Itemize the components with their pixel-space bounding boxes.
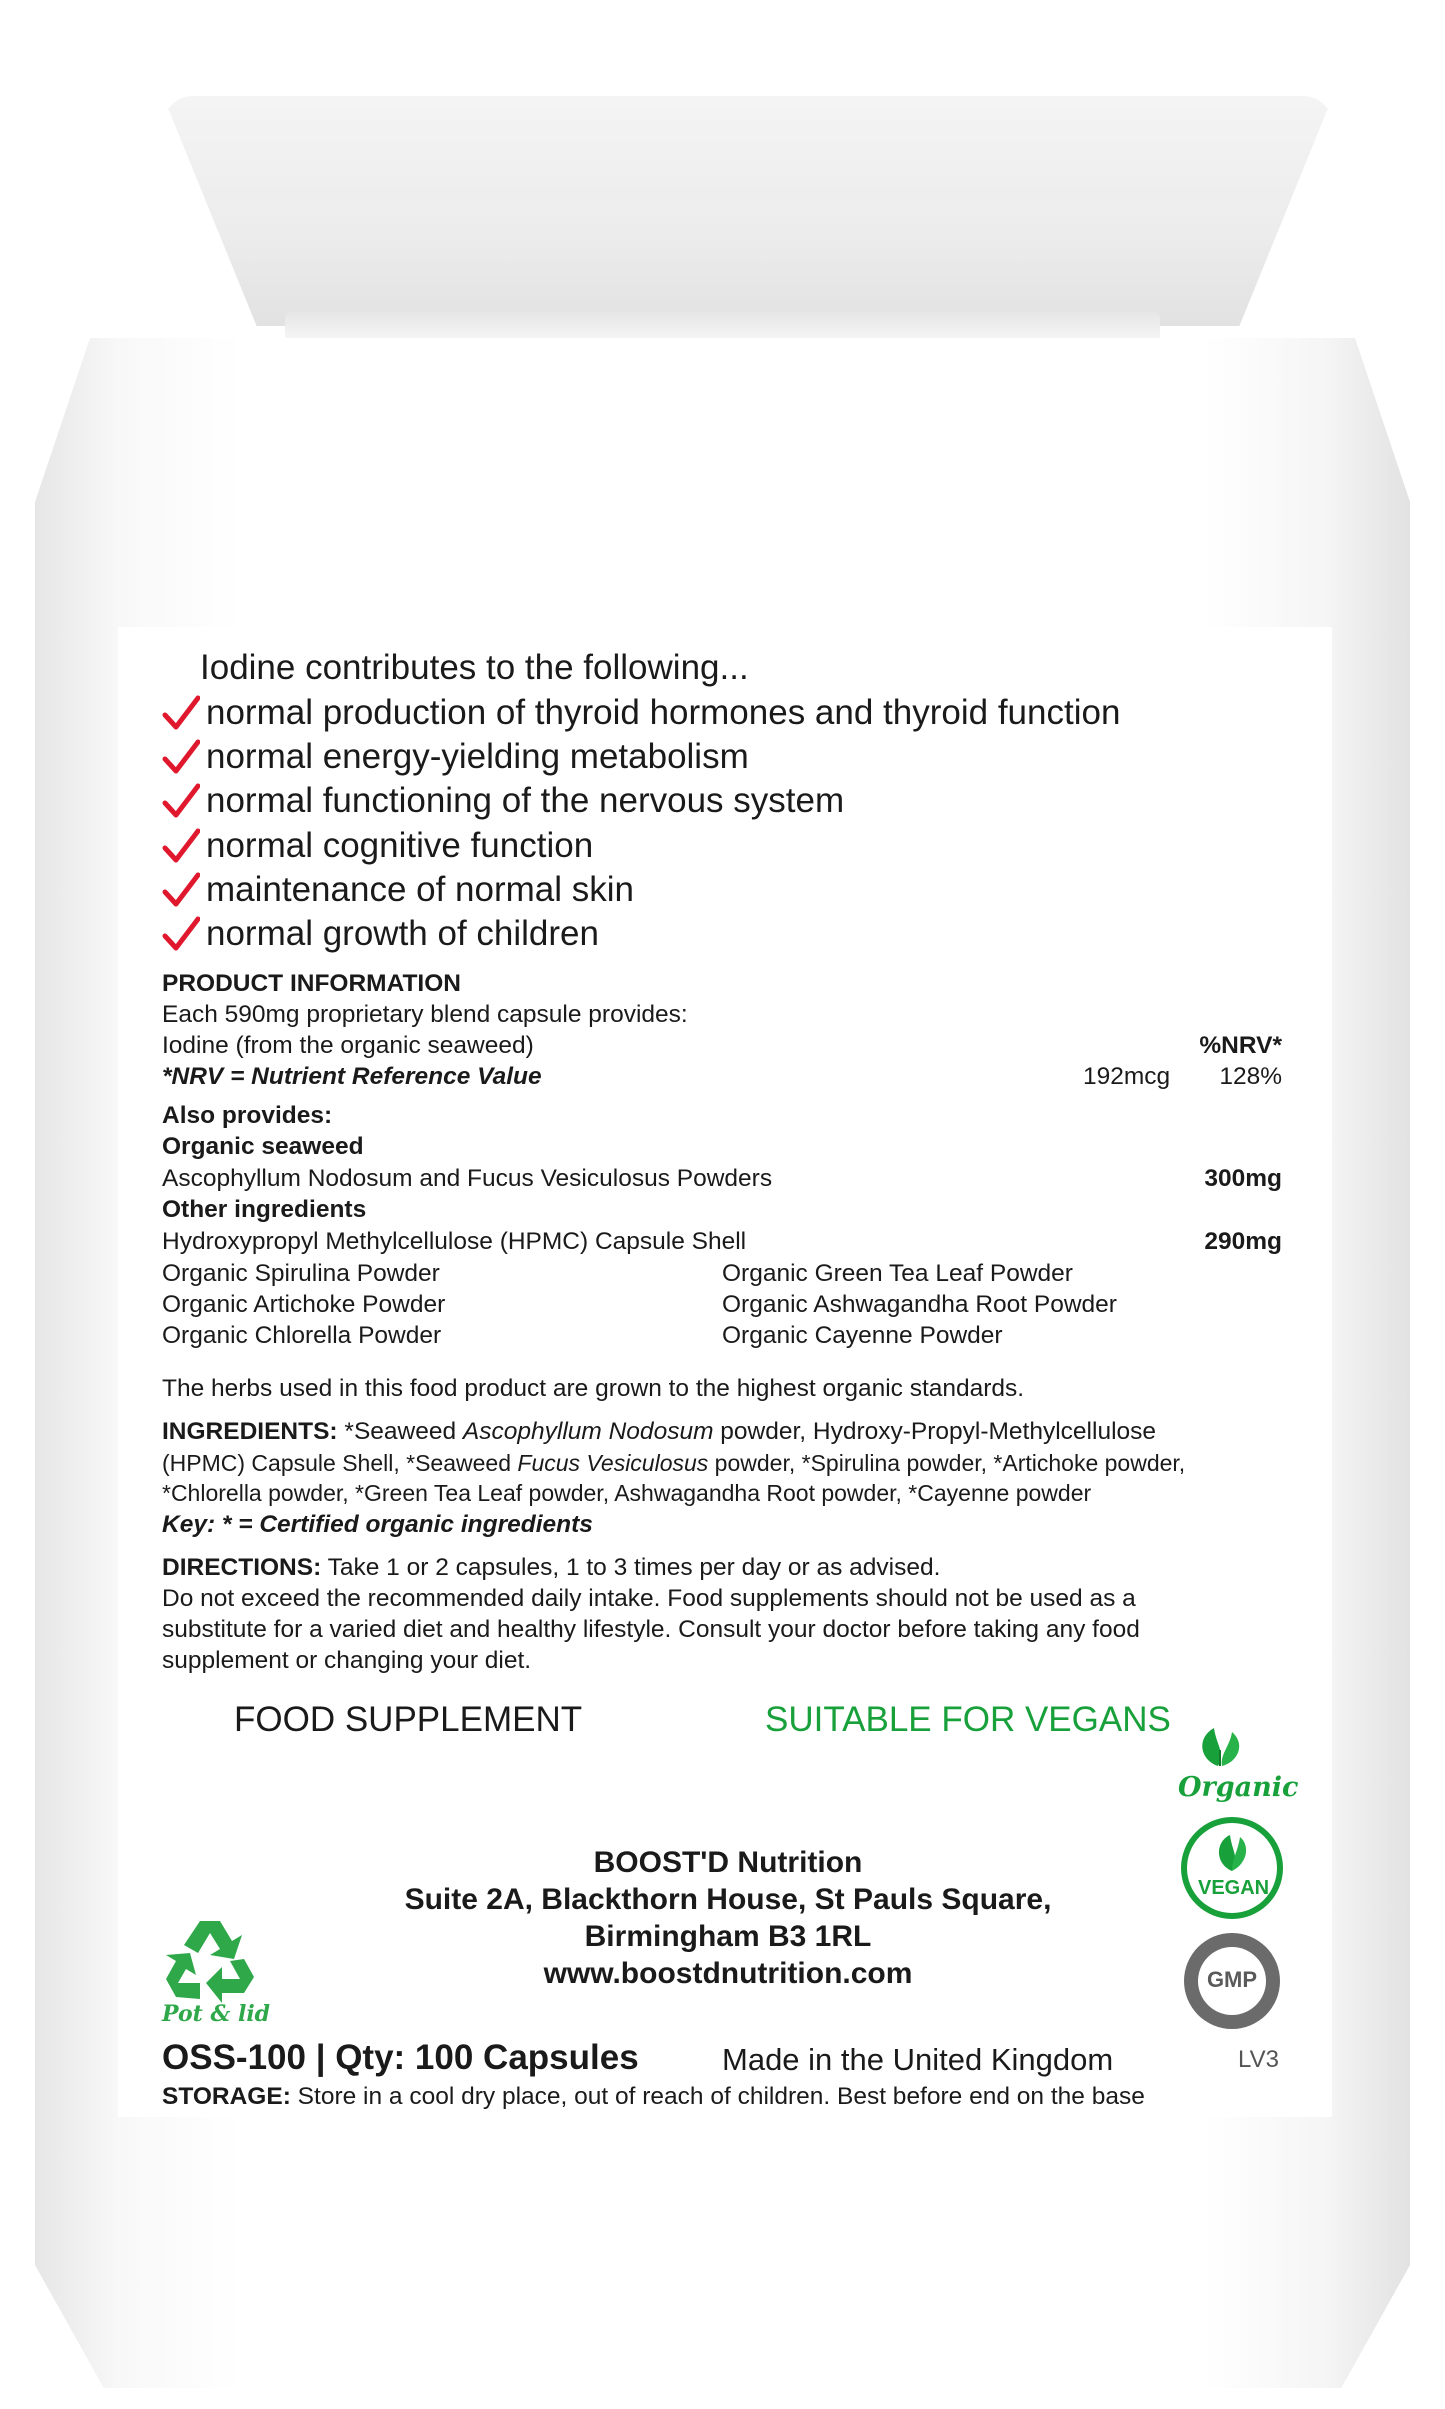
other-ingredient: Organic Cayenne Powder	[722, 1322, 1003, 1349]
other-ingredient: Organic Green Tea Leaf Powder	[722, 1260, 1073, 1287]
hpmc-line: Hydroxypropyl Methylcellulose (HPMC) Capsule Shell	[162, 1228, 747, 1255]
vegan-leaf-icon	[1210, 1833, 1254, 1878]
directions-line-4: supplement or changing your diet.	[162, 1647, 532, 1674]
bottle-lid	[163, 96, 1333, 326]
iodine-label: Iodine (from the organic seaweed)	[162, 1032, 534, 1059]
label-version: LV3	[1238, 2046, 1279, 2073]
hpmc-amount: 290mg	[1204, 1228, 1282, 1255]
website: www.boostdnutrition.com	[543, 1957, 913, 1990]
claim-text: normal functioning of the nervous system	[206, 781, 845, 820]
iodine-amount: 192mcg	[1083, 1063, 1171, 1090]
claim-item	[162, 826, 593, 866]
ingredients-line-3: *Chlorella powder, *Green Tea Leaf powder, Ashwagandha Root powder, *Cayenne powder	[162, 1480, 1092, 1506]
nrv-note: *NRV = Nutrient Reference Value	[162, 1063, 542, 1090]
directions-line-1: DIRECTIONS: Take 1 or 2 capsules, 1 to 3 times per day or as advised.	[162, 1554, 941, 1581]
claim-text: normal production of thyroid hormones and thyroid function	[206, 693, 1121, 732]
seaweed-amount: 300mg	[1204, 1165, 1282, 1192]
claims-intro: Iodine contributes to the following...	[200, 648, 749, 687]
organic-seaweed-heading: Organic seaweed	[162, 1133, 364, 1160]
suitable-for-vegans-text: SUITABLE FOR VEGANS	[765, 1700, 1171, 1739]
directions-line-2: Do not exceed the recommended daily intake. Food supplements should not be used as a	[162, 1585, 1136, 1612]
claim-item	[162, 781, 844, 821]
recycle-icon	[160, 1915, 260, 2012]
ingredients-line-2: (HPMC) Capsule Shell, *Seaweed Fucus Vesiculosus powder, *Spirulina powder, *Artichoke powder,	[162, 1450, 1186, 1476]
claim-item	[162, 737, 749, 777]
directions-line-3: substitute for a varied diet and healthy lifestyle. Consult your doctor before taking any food	[162, 1616, 1140, 1643]
food-supplement-text: FOOD SUPPLEMENT	[234, 1700, 583, 1739]
organic-badge-label: Organic	[1178, 1772, 1299, 1803]
other-ingredient: Organic Ashwagandha Root Powder	[722, 1291, 1117, 1318]
check-icon	[162, 828, 202, 864]
other-ingredient: Organic Artichoke Powder	[162, 1291, 446, 1318]
recycle-label: Pot & lid	[162, 2001, 271, 2027]
other-ingredient: Organic Spirulina Powder	[162, 1260, 440, 1287]
check-icon	[162, 695, 202, 731]
iodine-nrv: 128%	[1219, 1063, 1282, 1090]
seaweed-line: Ascophyllum Nodosum and Fucus Vesiculosus Powders	[162, 1165, 773, 1192]
claim-text: maintenance of normal skin	[206, 870, 634, 909]
storage-line: STORAGE: Store in a cool dry place, out of reach of children. Best before end on the base	[162, 2083, 1145, 2110]
vegan-badge-label: VEGAN	[1198, 1877, 1270, 1899]
check-icon	[162, 739, 202, 775]
claim-text: normal growth of children	[206, 914, 599, 953]
made-in: Made in the United Kingdom	[722, 2042, 1114, 2077]
claim-item	[162, 693, 1120, 733]
check-icon	[162, 872, 202, 908]
address-line-1: Suite 2A, Blackthorn House, St Pauls Square,	[404, 1883, 1052, 1916]
claim-item	[162, 870, 634, 910]
product-code: OSS-100 | Qty: 100 Capsules	[162, 2038, 639, 2077]
claim-text: normal cognitive function	[206, 826, 594, 865]
other-ingredients-heading: Other ingredients	[162, 1196, 367, 1223]
nrv-header: %NRV*	[1199, 1032, 1282, 1059]
gmp-badge-label: GMP	[1206, 1967, 1258, 1992]
claim-text: normal energy-yielding metabolism	[206, 737, 749, 776]
company-name: BOOST'D Nutrition	[593, 1846, 863, 1879]
other-ingredient: Organic Chlorella Powder	[162, 1322, 442, 1349]
ingredients-line-1: INGREDIENTS: *Seaweed Ascophyllum Nodosum powder, Hydroxy-Propyl-Methylcellulose	[162, 1418, 1157, 1445]
check-icon	[162, 783, 202, 819]
organic-note: The herbs used in this food product are grown to the highest organic standards.	[162, 1375, 1025, 1402]
address-line-2: Birmingham B3 1RL	[584, 1920, 872, 1953]
check-icon	[162, 916, 202, 952]
claim-item	[162, 914, 599, 954]
also-provides: Also provides:	[162, 1102, 333, 1129]
capsule-line: Each 590mg proprietary blend capsule provides:	[162, 1001, 688, 1028]
bottle-lid-rim	[285, 312, 1160, 342]
ingredients-key: Key: * = Certified organic ingredients	[162, 1511, 593, 1538]
product-info-heading: PRODUCT INFORMATION	[162, 970, 461, 997]
